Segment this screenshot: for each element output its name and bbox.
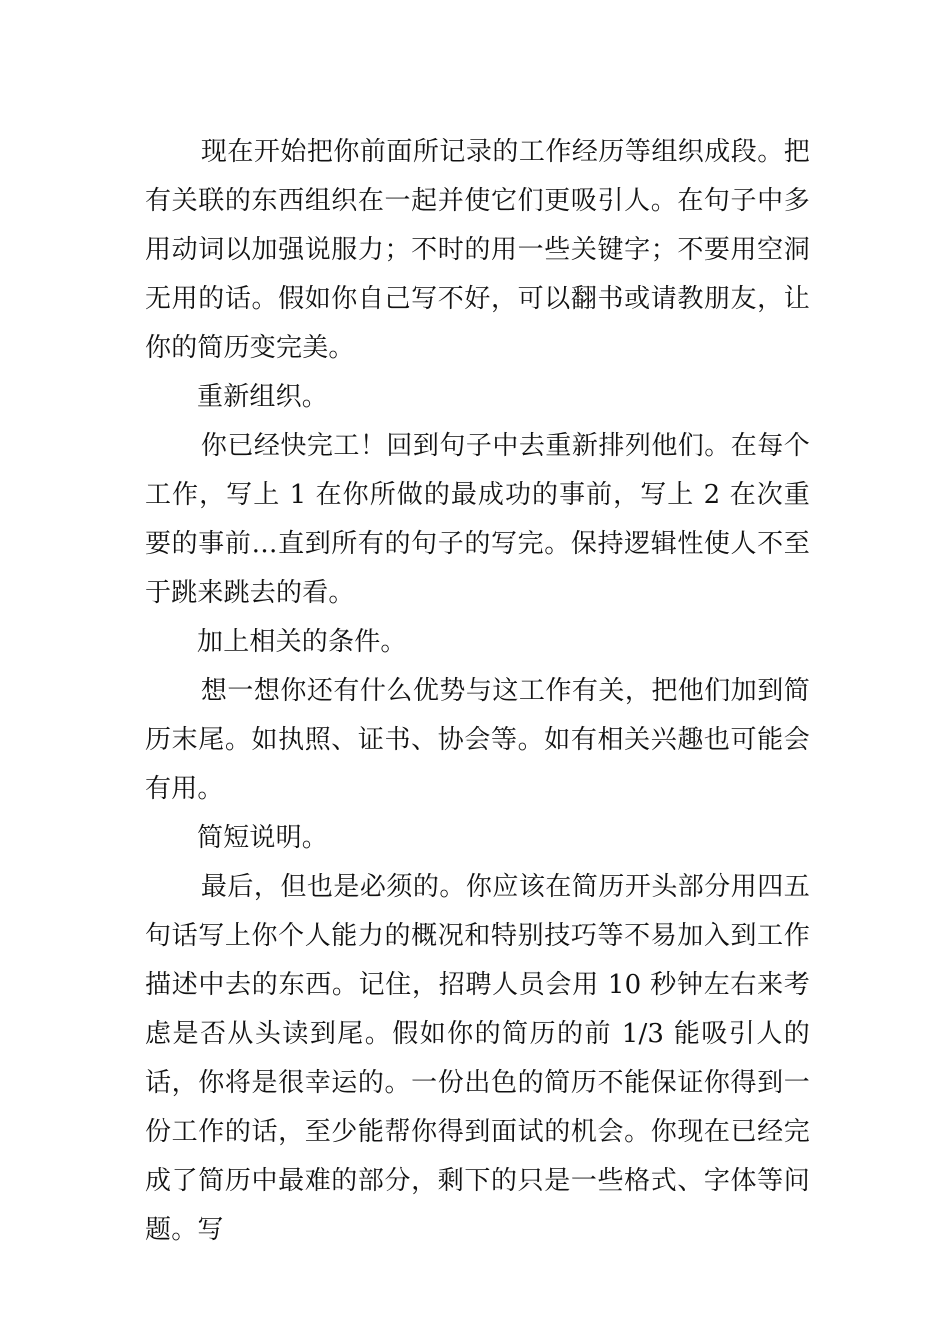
paragraph-reorder-sentences: 你已经快完工！回到句子中去重新排列他们。在每个工作，写上 1 在你所做的最成功的事前，写上 2 在次重要的事前…直到所有的句子的写完。保持逻辑性使人不至于跳来跳去的看。 bbox=[145, 431, 810, 608]
heading-add-conditions: 加上相关的条件。 bbox=[197, 627, 407, 657]
paragraph-final-summary: 最后，但也是必须的。你应该在简历开头部分用四五句话写上你个人能力的概况和特别技巧等不易加入到工作描述中去的东西。记住，招聘人员会用 10 秒钟左右来考虑是否从头读到尾。假如你的简历的前 1/3 能吸引人的话，你将是很幸运的。一份出色的简历不能保证你得到一份工作的话，至少能帮你得到面试的机会。你现在已经完成了简历中最难的部分，剩下的只是一些格式、字体等问题。写 bbox=[145, 872, 810, 1245]
heading-reorganize: 重新组织。 bbox=[197, 382, 329, 412]
heading-brief-summary: 简短说明。 bbox=[197, 823, 329, 853]
paragraph-organize-experience: 现在开始把你前面所记录的工作经历等组织成段。把有关联的东西组织在一起并使它们更吸引人。在句子中多用动词以加强说服力；不时的用一些关键字；不要用空洞无用的话。假如你自己写不好，可以翻书或请教朋友，让你的简历变完美。 bbox=[145, 137, 810, 363]
document-body bbox=[145, 128, 810, 1255]
paragraph-advantages: 想一想你还有什么优势与这工作有关，把他们加到简历末尾。如执照、证书、协会等。如有相关兴趣也可能会有用。 bbox=[145, 676, 810, 804]
